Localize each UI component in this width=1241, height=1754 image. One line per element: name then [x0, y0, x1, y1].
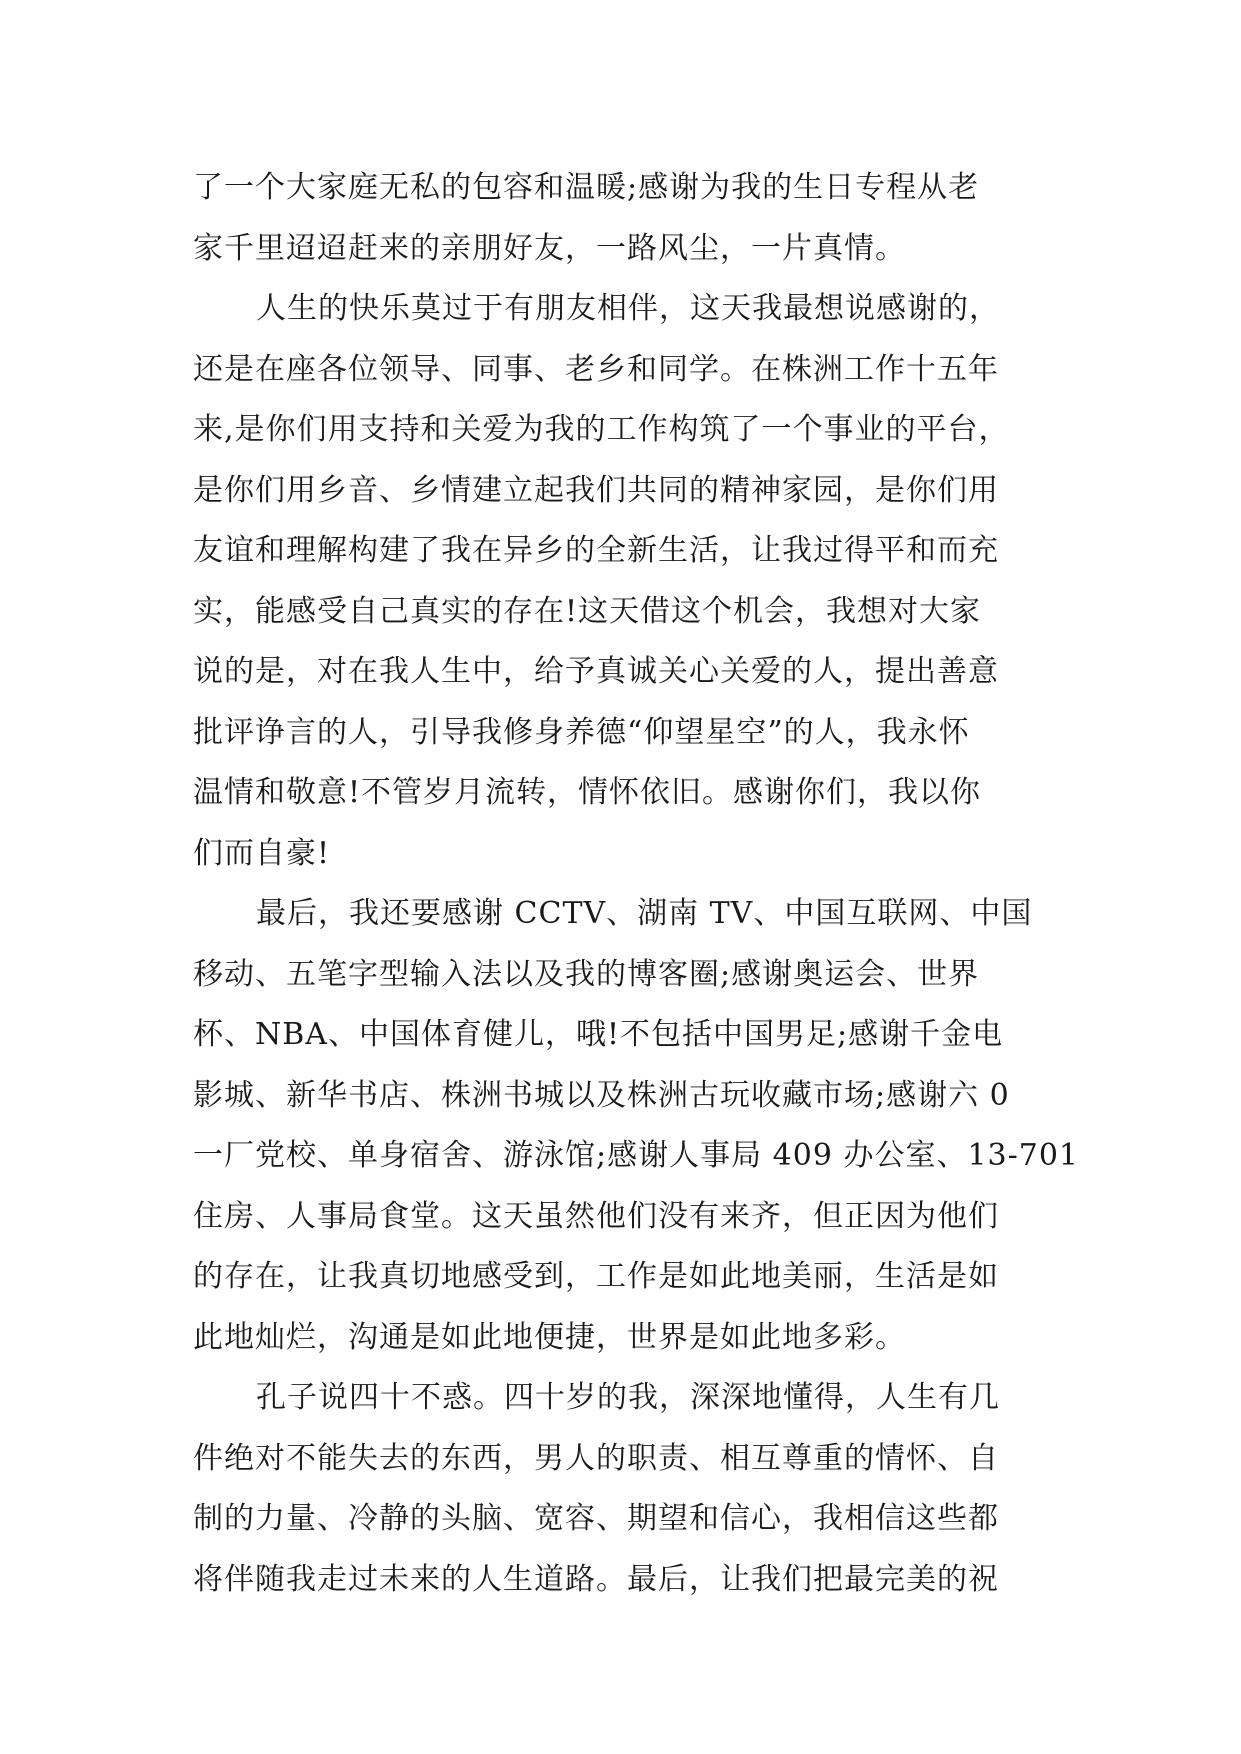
document-body	[193, 158, 1080, 1610]
text-line: 住房、人事局食堂。这天虽然他们没有来齐，但正因为他们	[193, 1198, 999, 1234]
text-line: 来,是你们用支持和关爱为我的工作构筑了一个事业的平台，	[193, 412, 1010, 447]
text-line: 了一个大家庭无私的包容和温暖;感谢为我的生日专程从老	[193, 170, 980, 205]
text-line: 们而自豪!	[193, 835, 331, 871]
paragraph-first-line: 人生的快乐莫过于有朋友相伴，这天我最想说感谢的，	[256, 291, 1000, 326]
paragraph-first-line: 孔子说四十不惑。四十岁的我，深深地懂得，人生有几	[256, 1380, 1000, 1415]
text-line: 家千里迢迢赶来的亲朋好友，一路风尘，一片真情。	[193, 230, 906, 266]
text-line: 说的是，对在我人生中，给予真诚关心关爱的人，提出善意	[193, 654, 999, 689]
paragraph-first-line: 最后，我还要感谢 CCTV、湖南 TV、中国互联网、中国	[256, 896, 1033, 931]
text-line: 温情和敬意!不管岁月流转，情怀依旧。感谢你们，我以你	[193, 775, 982, 810]
text-line: 还是在座各位领导、同事、老乡和同学。在株洲工作十五年	[193, 351, 999, 387]
text-line: 制的力量、冷静的头脑、宽容、期望和信心，我相信这些都	[193, 1501, 999, 1536]
text-line: 将伴随我走过未来的人生道路。最后，让我们把最完美的祝	[193, 1561, 999, 1597]
text-line: 一厂党校、单身宿舍、游泳馆;感谢人事局 409 办公室、13-701	[193, 1138, 1080, 1173]
text-line: 的存在，让我真切地感受到，工作是如此地美丽，生活是如	[193, 1259, 999, 1294]
text-line: 友谊和理解构建了我在异乡的全新生活，让我过得平和而充	[193, 533, 999, 568]
text-line: 实，能感受自己真实的存在!这天借这个机会，我想对大家	[193, 593, 982, 629]
text-line: 影城、新华书店、株洲书城以及株洲古玩收藏市场;感谢六 0	[193, 1077, 1010, 1113]
text-line: 是你们用乡音、乡情建立起我们共同的精神家园，是你们用	[193, 472, 999, 508]
text-line: 批评诤言的人，引导我修身养德“仰望星空”的人，我永怀	[193, 714, 970, 750]
text-line: 移动、五笔字型输入法以及我的博客圈;感谢奥运会、世界	[193, 956, 980, 992]
text-line: 件绝对不能失去的东西，男人的职责、相互尊重的情怀、自	[193, 1440, 999, 1476]
text-line: 此地灿烂，沟通是如此地便捷，世界是如此地多彩。	[193, 1319, 906, 1355]
text-line: 杯、NBA、中国体育健儿，哦!不包括中国男足;感谢千金电	[193, 1017, 1004, 1052]
